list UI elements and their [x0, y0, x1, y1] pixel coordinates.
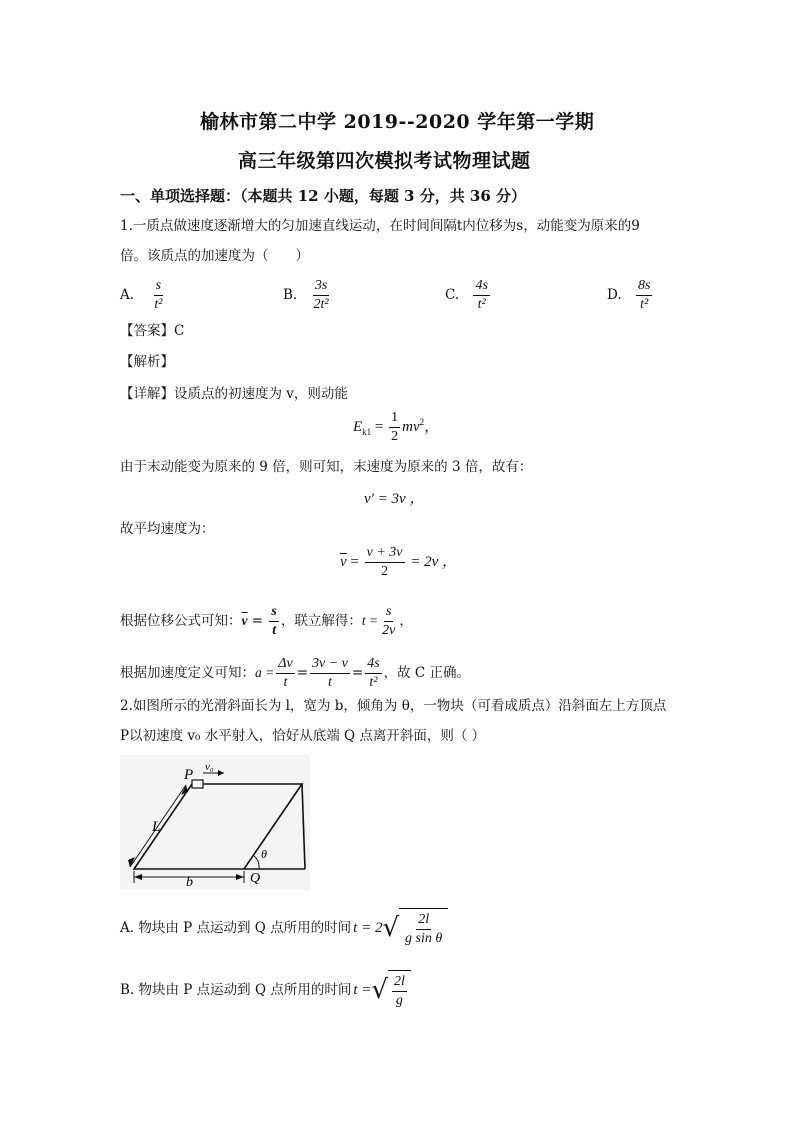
- option-b-num: 3s: [313, 278, 329, 296]
- q2-stem-line-2: P以初速度 v₀ 水平射入，恰好从底端 Q 点离开斜面，则（ ）: [120, 728, 486, 744]
- equation-final-velocity: v′ = 3v ，: [364, 491, 425, 507]
- option-a-expr: t = 2: [353, 920, 383, 936]
- option-d-num: 8s: [636, 278, 652, 296]
- equation-kinetic-energy: $E_{k1}$ = $\frac{1}{2}$ $mv^2$，: [353, 410, 440, 444]
- option-b-den: 2t²: [313, 297, 329, 312]
- incline-figure: [120, 755, 310, 890]
- label-v0: v₀: [205, 761, 214, 773]
- option-c-num: 4s: [473, 278, 489, 296]
- section-header: 一、单项选择题：（本题共 12 小题，每题 3 分，共 36 分）: [120, 187, 527, 205]
- option-label: D.: [607, 287, 622, 303]
- option-a-text: A. 物块由 P 点运动到 Q 点所用的时间: [120, 920, 352, 936]
- option-b-expr: t =: [353, 982, 372, 998]
- label-q: Q: [250, 871, 261, 886]
- avg-velocity-line: 故平均速度为：: [120, 521, 215, 537]
- q2-option-a[interactable]: [120, 908, 448, 948]
- ratio-line: 由于末动能变为原来的 9 倍，则可知，末速度为原来的 3 倍，故有：: [120, 459, 533, 475]
- q1-stem-line-2: 倍。该质点的加速度为（ ）: [120, 248, 309, 264]
- option-label: C.: [445, 287, 460, 303]
- option-a-sqrt: √ $\frac{2l}{\text{g sin θ}}$: [382, 908, 448, 948]
- label-theta: θ: [261, 847, 267, 861]
- option-b-sqrt: √ $\frac{2l}{g}$: [371, 970, 410, 1010]
- option-a-num: s: [154, 278, 163, 296]
- option-c-den: t²: [477, 297, 486, 312]
- equation-average-velocity: $\overline{v}$ = $\frac{v + 3v}{2}$ = 2v ，: [340, 545, 458, 579]
- option-b-text: B. 物块由 P 点运动到 Q 点所用的时间: [120, 982, 352, 998]
- q1-option-b[interactable]: [283, 278, 333, 313]
- option-label: B.: [283, 287, 298, 303]
- q1-option-c[interactable]: [445, 278, 492, 313]
- q2-stem-line-1: 2.如图所示的光滑斜面长为 l，宽为 b，倾角为 θ，一物块（可看成质点）沿斜面左上方顶点: [120, 698, 667, 714]
- analysis-tag: 【解析】: [120, 354, 174, 370]
- title-line-1: 榆林市第二中学 2019--2020 学年第一学期: [200, 111, 595, 133]
- q2-option-b[interactable]: [120, 970, 411, 1010]
- block: [192, 780, 203, 788]
- label-p: P: [184, 767, 194, 783]
- title-line-2: 高三年级第四次模拟考试物理试题: [238, 150, 531, 172]
- label-b: b: [186, 875, 193, 890]
- option-label: A.: [120, 287, 135, 303]
- q1-option-d[interactable]: [607, 278, 654, 313]
- option-a-den: t²: [154, 297, 163, 312]
- label-l: L: [152, 819, 161, 835]
- q1-stem-line-1: 1.一质点做速度逐渐增大的匀加速直线运动，在时间间隔t内位移为s，动能变为原来的9: [120, 218, 640, 234]
- displacement-line: 根据位移公式可知：$\overline{v}$ = $\frac{s}{t}$ ，联立解得：t = $\frac{s}{2v}$ ，: [120, 604, 413, 638]
- acceleration-line: 根据加速度定义可知：a = $\frac{\Delta v}{t}$ = $\frac{3v - v}{t}$ = $\frac{4s}{\text{t²}}$ ，故 C 正确。: [120, 656, 471, 690]
- option-d-den: t²: [640, 297, 649, 312]
- answer-tag: 【答案】C: [120, 323, 185, 339]
- detail-line: 【详解】设质点的初速度为 v，则动能: [120, 386, 348, 402]
- q1-option-a[interactable]: [120, 278, 166, 313]
